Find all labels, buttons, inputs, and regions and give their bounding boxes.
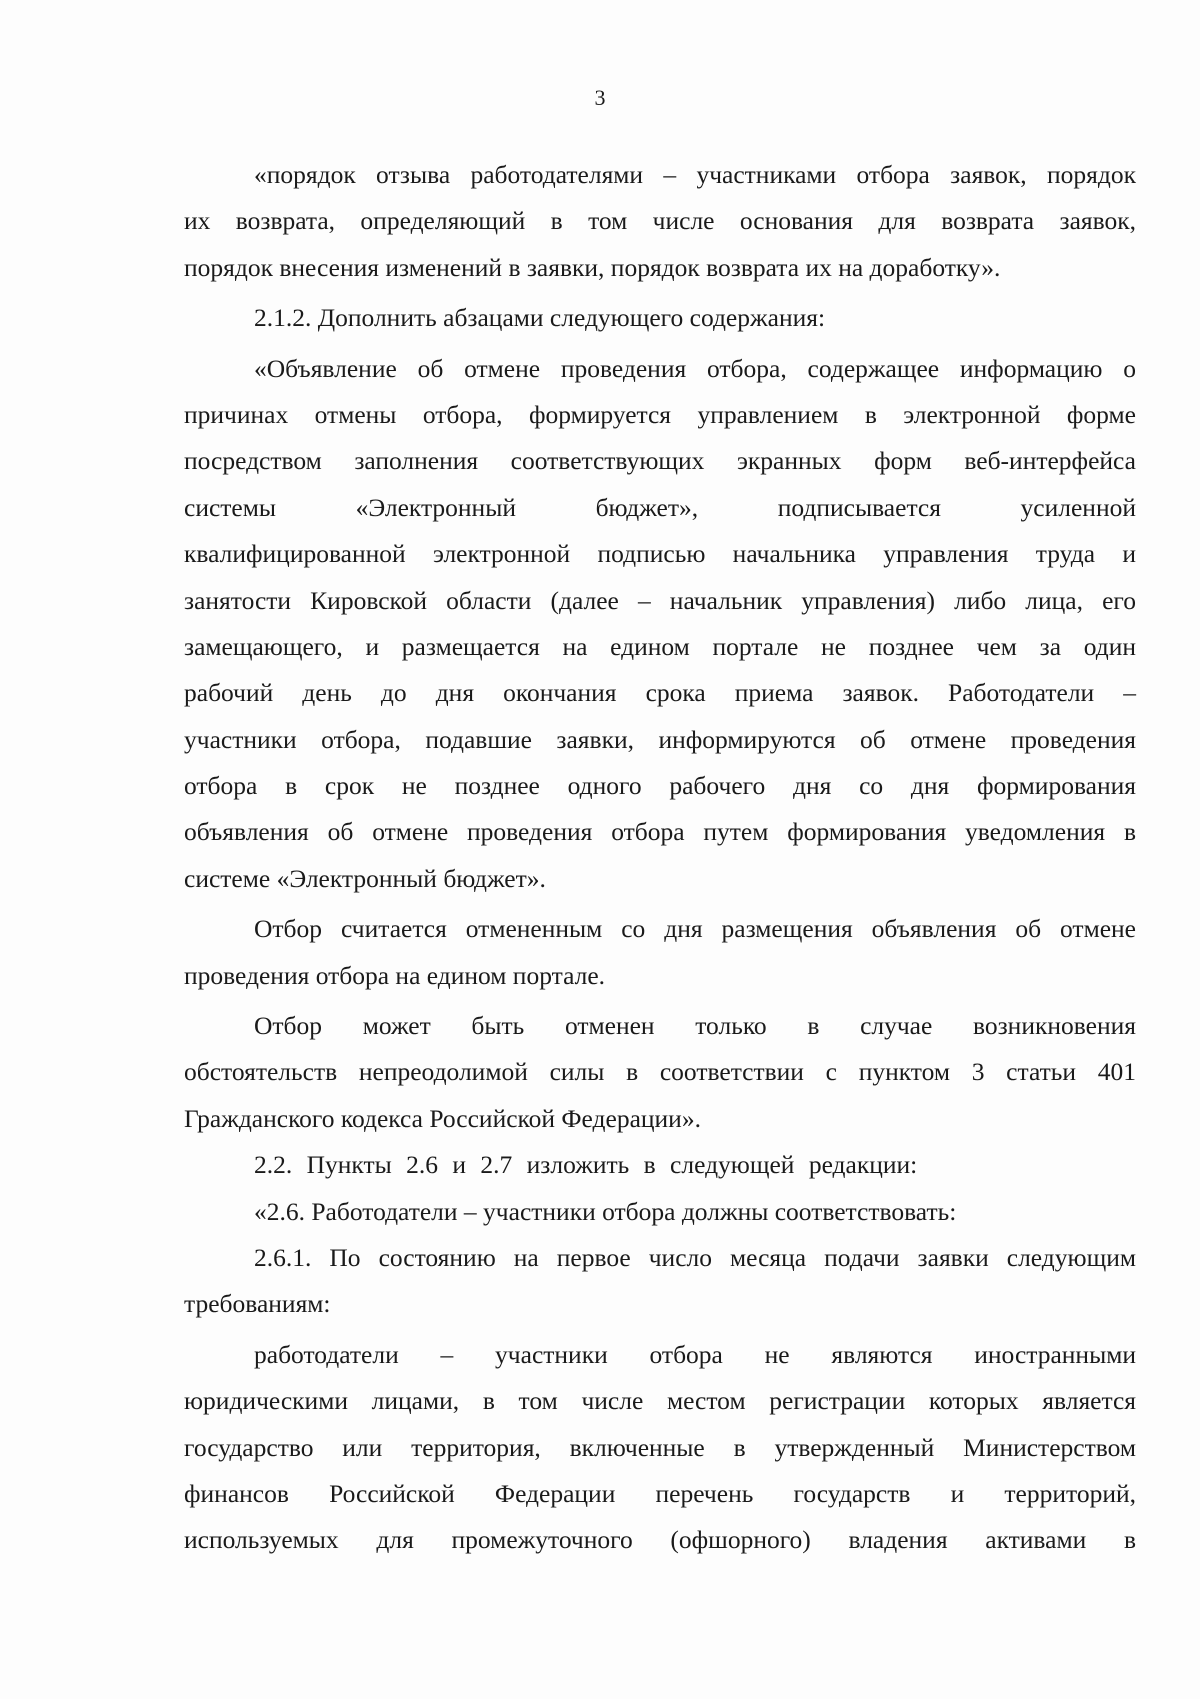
text-line: используемых для промежуточного (офшорного) владения активами в	[184, 1525, 1136, 1555]
text-line: работодатели – участники отбора не являются иностранными	[254, 1339, 1136, 1369]
text-line: Отбор считается отмененным со дня размещения объявления об отмене	[254, 914, 1136, 944]
text-line: посредством заполнения соответствующих экранных форм веб-интерфейса	[184, 446, 1136, 476]
text-line: Отбор может быть отменен только в случае возникновения	[254, 1011, 1136, 1041]
text-line: объявления об отмене проведения отбора путем формирования уведомления в	[184, 817, 1136, 847]
text-line: «Объявление об отмене проведения отбора, содержащее информацию о	[254, 353, 1136, 383]
text-line: обстоятельств непреодолимой силы в соответствии с пунктом 3 статьи 401	[184, 1057, 1136, 1087]
paragraph	[184, 1189, 1136, 1235]
text-line: государство или территория, включенные в утвержденный Министерством	[184, 1432, 1136, 1462]
text-line: квалифицированной электронной подписью начальника управления труда и	[184, 539, 1136, 569]
text-line: замещающего, и размещается на едином портале не позднее чем за один	[184, 631, 1136, 661]
paragraph	[184, 1332, 1136, 1564]
paragraph	[184, 1142, 1136, 1188]
paragraph	[184, 295, 1136, 341]
paragraph	[184, 152, 1136, 291]
paragraph	[184, 1235, 1136, 1328]
text-line: «2.6. Работодатели – участники отбора должны соответствовать:	[254, 1196, 957, 1226]
paragraph	[184, 906, 1136, 999]
text-line: Гражданского кодекса Российской Федерации».	[184, 1103, 701, 1133]
paragraph	[184, 346, 1136, 903]
text-line: причинах отмены отбора, формируется управлением в электронной форме	[184, 399, 1136, 429]
text-line: участники отбора, подавшие заявки, информируются об отмене проведения	[184, 724, 1136, 754]
text-line: требованиям:	[184, 1289, 331, 1319]
text-line: отбора в срок не позднее одного рабочего дня со дня формирования	[184, 771, 1136, 801]
text-line: системы «Электронный бюджет», подписывается усиленной	[184, 492, 1136, 522]
text-line: 2.2. Пункты 2.6 и 2.7 изложить в следующей редакции:	[254, 1150, 918, 1180]
text-line: системе «Электронный бюджет».	[184, 863, 546, 893]
text-line: проведения отбора на едином портале.	[184, 960, 606, 990]
text-line: рабочий день до дня окончания срока приема заявок. Работодатели –	[184, 678, 1136, 708]
text-line: 2.6.1. По состоянию на первое число месяца подачи заявки следующим	[254, 1242, 1136, 1272]
text-line: юридическими лицами, в том числе местом регистрации которых является	[184, 1386, 1136, 1416]
paragraph	[184, 1003, 1136, 1142]
document-body	[184, 152, 1136, 1564]
text-line: «порядок отзыва работодателями – участниками отбора заявок, порядок	[254, 160, 1136, 189]
text-line: 2.1.2. Дополнить абзацами следующего содержания:	[254, 303, 826, 333]
text-line: их возврата, определяющий в том числе основания для возврата заявок,	[184, 206, 1136, 236]
text-line: занятости Кировской области (далее – начальник управления) либо лица, его	[184, 585, 1136, 615]
page-number: 3	[594, 85, 606, 110]
text-line: порядок внесения изменений в заявки, порядок возврата их на доработку».	[184, 252, 1001, 282]
text-line: финансов Российской Федерации перечень государств и территорий,	[184, 1478, 1136, 1508]
